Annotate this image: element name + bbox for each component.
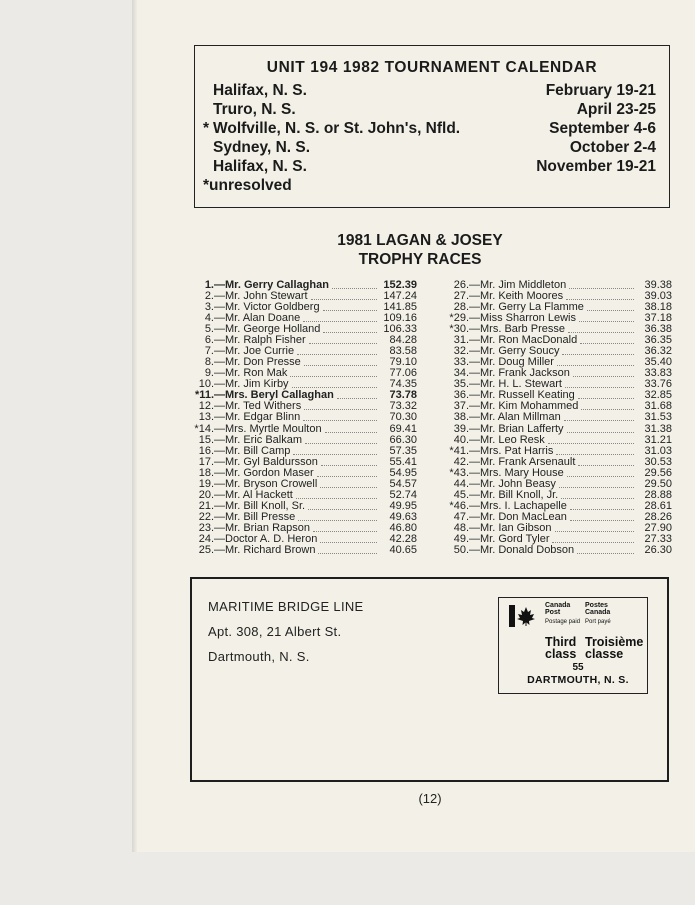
player-name: Mr. Don MacLean [480, 510, 567, 523]
player-name: Mrs. Pat Harris [480, 444, 554, 457]
rank-number: 20.— [198, 488, 225, 501]
player-name: Mr. Kim Mohammed [480, 400, 579, 413]
calendar-title: UNIT 194 1982 TOURNAMENT CALENDAR [266, 59, 598, 76]
dot-leader [581, 401, 634, 410]
player-score: 39.03 [644, 290, 672, 303]
dot-leader [305, 435, 377, 444]
player-name: Miss Sharron Lewis [480, 312, 576, 325]
dot-leader [320, 479, 377, 488]
player-name: Mrs. Myrtle Moulton [225, 422, 322, 435]
player-name: Mr. Ron MacDonald [480, 334, 578, 347]
dot-leader [296, 490, 377, 499]
rank-number: 47.— [453, 510, 480, 523]
rank-number: 7.— [204, 345, 225, 358]
dot-leader [321, 457, 377, 466]
player-name: Mrs. Beryl Callaghan [225, 389, 334, 402]
player-score: 83.58 [389, 345, 417, 358]
rank-number: 48.— [453, 521, 480, 534]
player-score: 36.38 [644, 323, 672, 336]
postage-fr-small: Port payé [585, 619, 611, 625]
dot-leader [578, 390, 634, 399]
dot-leader [567, 424, 634, 433]
rank-number: 15.— [198, 433, 225, 446]
player-score: 69.41 [389, 422, 417, 435]
dot-leader [323, 302, 377, 311]
player-score: 36.35 [644, 334, 672, 347]
player-score: 66.30 [389, 433, 417, 446]
rank-number: 38.— [453, 411, 480, 424]
dot-leader [308, 501, 377, 510]
rank-number: 32.— [453, 345, 480, 358]
standings-row [172, 435, 417, 446]
standings-row [440, 446, 672, 457]
rank-number: 50.— [453, 543, 480, 556]
rank-number: 6.— [204, 334, 225, 347]
rank-number: 1.— [204, 279, 225, 291]
rank-number: 9.— [204, 367, 225, 380]
player-score: 30.53 [644, 455, 672, 468]
dot-leader [562, 346, 634, 355]
rank-number: 10.— [198, 378, 225, 391]
dot-leader [311, 291, 377, 300]
dot-leader [578, 457, 634, 466]
trophy-title-line1: 1981 LAGAN & JOSEY [337, 232, 503, 249]
player-score: 31.38 [644, 422, 672, 435]
player-name: Mr. John Beasy [480, 477, 556, 490]
dot-leader [555, 523, 634, 532]
postage-fr-line1: Postes [585, 602, 608, 609]
player-score: 49.95 [389, 499, 417, 512]
rank-number: 22.— [198, 510, 225, 523]
player-score: 33.83 [644, 367, 672, 380]
rank-number: 40.— [453, 433, 480, 446]
player-score: 38.18 [644, 301, 672, 314]
class-fr-line1: Troisième [585, 635, 644, 649]
dot-leader [570, 501, 634, 510]
player-score: 73.78 [389, 389, 417, 402]
player-name: Mr. Ted Withers [225, 400, 302, 413]
standings-row [172, 412, 417, 423]
dot-leader [566, 291, 634, 300]
standings-row [440, 545, 672, 556]
dot-leader [290, 368, 377, 377]
player-name: Mr. John Stewart [225, 290, 308, 303]
player-name: Mrs. Barb Presse [480, 323, 565, 336]
player-name: Mr. Joe Currie [225, 345, 295, 358]
event-location: Halifax, N. S. [213, 82, 307, 99]
dot-leader [304, 357, 377, 366]
postage-paid-indicia [498, 597, 648, 694]
player-score: 27.33 [644, 532, 672, 545]
postage-en-line2: Post [545, 609, 561, 616]
tournament-calendar-box [194, 45, 670, 208]
calendar-event [203, 120, 656, 140]
player-name: Mr. Alan Millman [480, 411, 561, 424]
dot-leader [309, 335, 377, 344]
mailing-label-box [190, 577, 669, 782]
player-name: Mr. Gerry La Flamme [480, 301, 584, 314]
player-name: Mr. Edgar Blinn [225, 411, 301, 424]
player-score: 84.28 [389, 334, 417, 347]
dot-leader [587, 302, 634, 311]
player-score: 52.74 [389, 488, 417, 501]
dot-leader [303, 313, 377, 322]
dot-leader [561, 490, 634, 499]
dot-leader [297, 346, 377, 355]
dot-leader [579, 313, 634, 322]
player-name: Mr. Jim Kirby [225, 378, 289, 391]
player-score: 46.80 [389, 521, 417, 534]
rank-number: 44.— [453, 477, 480, 490]
calendar-event [213, 139, 656, 159]
rank-number: *30.— [449, 323, 480, 336]
player-name: Mr. Richard Brown [225, 543, 316, 556]
dot-leader [580, 335, 634, 344]
rank-number: 13.— [198, 411, 225, 424]
dot-leader [325, 424, 377, 433]
rank-number: 27.— [453, 290, 480, 303]
page-number: (12) [418, 791, 442, 806]
player-score: 49.63 [389, 510, 417, 523]
standings-row [440, 412, 672, 423]
player-score: 28.26 [644, 510, 672, 523]
rank-number: 4.— [204, 312, 225, 325]
class-en-line1: Third [545, 635, 577, 649]
rank-number: 19.— [198, 477, 225, 490]
trophy-title-line2: TROPHY RACES [358, 251, 482, 268]
player-score: 35.40 [644, 356, 672, 369]
rank-number: 34.— [453, 367, 480, 380]
rank-number: 3.— [204, 301, 225, 314]
rank-number: 18.— [198, 466, 225, 479]
player-score: 32.85 [644, 389, 672, 402]
player-name: Mr. Don Presse [225, 356, 301, 369]
rank-number: 16.— [198, 444, 225, 457]
rank-number: 24.— [198, 532, 225, 545]
player-name: Mr. Frank Arsenault [480, 455, 576, 468]
event-date: April 23-25 [576, 101, 656, 118]
player-name: Mr. Gerry Soucy [480, 345, 560, 358]
standings-row [172, 545, 417, 556]
player-name: Mr. Gord Tyler [480, 532, 550, 545]
dot-leader [293, 446, 377, 455]
player-name: Mr. Russell Keating [480, 389, 575, 402]
player-score: 37.18 [644, 312, 672, 325]
dot-leader [567, 468, 634, 477]
dot-leader [323, 324, 377, 333]
player-score: 74.35 [389, 378, 417, 391]
player-name: Mr. George Holland [225, 323, 321, 336]
player-score: 28.88 [644, 488, 672, 501]
rank-number: 35.— [453, 378, 480, 391]
dot-leader [337, 390, 377, 399]
player-name: Mr. Bill Knoll, Jr. [480, 488, 559, 501]
return-address-line: Dartmouth, N. S. [208, 649, 310, 664]
player-score: 147.24 [383, 290, 417, 303]
rank-number: *11.— [195, 389, 225, 402]
dot-leader [548, 435, 634, 444]
rank-number: *29.— [449, 312, 480, 325]
player-name: Mr. Frank Jackson [480, 367, 570, 380]
rank-number: 2.— [204, 290, 225, 303]
dot-leader [569, 280, 634, 289]
postage-en-small: Postage paid [545, 619, 581, 625]
rank-number: 25.— [198, 543, 225, 556]
postage-fr-line2: Canada [585, 609, 611, 616]
return-address-line: MARITIME BRIDGE LINE [208, 599, 364, 614]
rank-number: 8.— [204, 356, 225, 369]
player-score: 26.30 [644, 543, 672, 556]
player-score: 31.03 [644, 444, 672, 457]
player-name: Mr. Ian Gibson [480, 521, 552, 534]
event-location: Wolfville, N. S. or St. John's, Nfld. [213, 120, 461, 137]
standings-row [440, 435, 672, 446]
dot-leader [570, 512, 634, 521]
standings-row [440, 457, 672, 468]
standings-row [440, 424, 672, 435]
player-score: 70.30 [389, 411, 417, 424]
dot-leader [317, 468, 377, 477]
dot-leader [552, 534, 634, 543]
dot-leader [565, 379, 634, 388]
dot-leader [573, 368, 634, 377]
return-address-line: Apt. 308, 21 Albert St. [208, 624, 342, 639]
player-score: 42.28 [389, 532, 417, 545]
player-name: Doctor A. D. Heron [225, 532, 318, 545]
dot-leader [318, 545, 377, 554]
event-location: Truro, N. S. [213, 101, 296, 118]
calendar-event [213, 82, 656, 102]
player-score: 57.35 [389, 444, 417, 457]
standings-row [172, 446, 417, 457]
dot-leader [298, 512, 377, 521]
event-date: November 19-21 [536, 158, 656, 175]
player-name: Mr. Al Hackett [225, 488, 293, 501]
player-name: Mr. Doug Miller [480, 356, 554, 369]
player-score: 39.38 [644, 279, 672, 291]
player-name: Mr. Ron Mak [225, 367, 288, 380]
rank-number: 33.— [453, 356, 480, 369]
player-name: Mr. Leo Resk [480, 433, 545, 446]
dot-leader [303, 412, 377, 421]
player-score: 77.06 [389, 367, 417, 380]
rank-number: *14.— [194, 422, 225, 435]
unresolved-star: * [203, 120, 210, 137]
player-name: Mr. Jim Middleton [480, 279, 567, 291]
dot-leader [304, 401, 377, 410]
rank-number: 26.— [453, 279, 480, 291]
rank-number: *41.— [449, 444, 480, 457]
rank-number: 49.— [453, 532, 480, 545]
calendar-note: *unresolved [203, 177, 292, 194]
player-score: 31.53 [644, 411, 672, 424]
player-name: Mr. Brian Lafferty [480, 422, 564, 435]
player-name: Mr. Bill Camp [225, 444, 291, 457]
player-score: 54.57 [389, 477, 417, 490]
player-score: 54.95 [389, 466, 417, 479]
rank-number: 37.— [453, 400, 480, 413]
calendar-event [213, 101, 656, 121]
rank-number: 17.— [198, 455, 225, 468]
rank-number: 45.— [453, 488, 480, 501]
dot-leader [320, 534, 377, 543]
player-name: Mr. Donald Dobson [480, 543, 575, 556]
player-name: Mr. Ralph Fisher [225, 334, 306, 347]
rank-number: 39.— [453, 422, 480, 435]
standings-row [172, 424, 417, 435]
player-name: Mr. H. L. Stewart [480, 378, 562, 391]
player-name: Mr. Bryson Crowell [225, 477, 318, 490]
dot-leader [559, 479, 634, 488]
player-score: 40.65 [389, 543, 417, 556]
calendar-event [213, 158, 656, 178]
player-score: 29.50 [644, 477, 672, 490]
player-score: 33.76 [644, 378, 672, 391]
player-name: Mrs. Mary House [480, 466, 564, 479]
event-date: February 19-21 [545, 82, 656, 99]
player-score: 106.33 [383, 323, 417, 336]
rank-number: 42.— [453, 455, 480, 468]
rank-number: 5.— [204, 323, 225, 336]
dot-leader [564, 412, 634, 421]
rank-number: 28.— [453, 301, 480, 314]
dot-leader [568, 324, 634, 333]
player-score: 141.85 [383, 301, 417, 314]
dot-leader [313, 523, 377, 532]
rank-number: 21.— [198, 499, 225, 512]
player-name: Mr. Alan Doane [225, 312, 301, 325]
rank-number: 12.— [198, 400, 225, 413]
player-score: 79.10 [389, 356, 417, 369]
player-score: 73.32 [389, 400, 417, 413]
rank-number: 31.— [453, 334, 480, 347]
permit-number: 55 [572, 662, 584, 673]
dot-leader [557, 357, 634, 366]
player-score: 55.41 [389, 455, 417, 468]
player-name: Mr. Keith Moores [480, 290, 564, 303]
event-location: Sydney, N. S. [213, 139, 311, 156]
maple-leaf-flag-icon [509, 605, 543, 627]
dot-leader [292, 379, 377, 388]
player-name: Mr. Bill Knoll, Sr. [225, 499, 306, 512]
player-name: Mr. Victor Goldberg [225, 301, 320, 314]
event-date: October 2-4 [569, 139, 656, 156]
dot-leader [332, 280, 377, 289]
player-name: Mr. Gerry Callaghan [225, 279, 329, 291]
player-score: 29.56 [644, 466, 672, 479]
permit-city: DARTMOUTH, N. S. [527, 674, 629, 686]
player-score: 28.61 [644, 499, 672, 512]
player-name: Mr. Brian Rapson [225, 521, 310, 534]
event-date: September 4-6 [549, 120, 656, 137]
player-name: Mr. Bill Presse [225, 510, 296, 523]
rank-number: *46.— [449, 499, 480, 512]
player-score: 152.39 [383, 279, 417, 291]
class-en-line2: class [545, 647, 577, 661]
dot-leader [556, 446, 634, 455]
player-name: Mr. Gyl Baldursson [225, 455, 318, 468]
class-fr-line2: classe [585, 647, 624, 661]
player-score: 31.21 [644, 433, 672, 446]
player-score: 31.68 [644, 400, 672, 413]
standings-row [172, 457, 417, 468]
dot-leader [577, 545, 634, 554]
event-location: Halifax, N. S. [213, 158, 307, 175]
postage-en-line1: Canada [545, 602, 571, 609]
player-name: Mr. Eric Balkam [225, 433, 303, 446]
rank-number: *43.— [449, 466, 480, 479]
player-score: 27.90 [644, 521, 672, 534]
rank-number: 23.— [198, 521, 225, 534]
player-score: 109.16 [383, 312, 417, 325]
player-name: Mr. Gordon Maser [225, 466, 314, 479]
rank-number: 36.— [453, 389, 480, 402]
player-score: 36.32 [644, 345, 672, 358]
player-name: Mrs. I. Lachapelle [480, 499, 567, 512]
